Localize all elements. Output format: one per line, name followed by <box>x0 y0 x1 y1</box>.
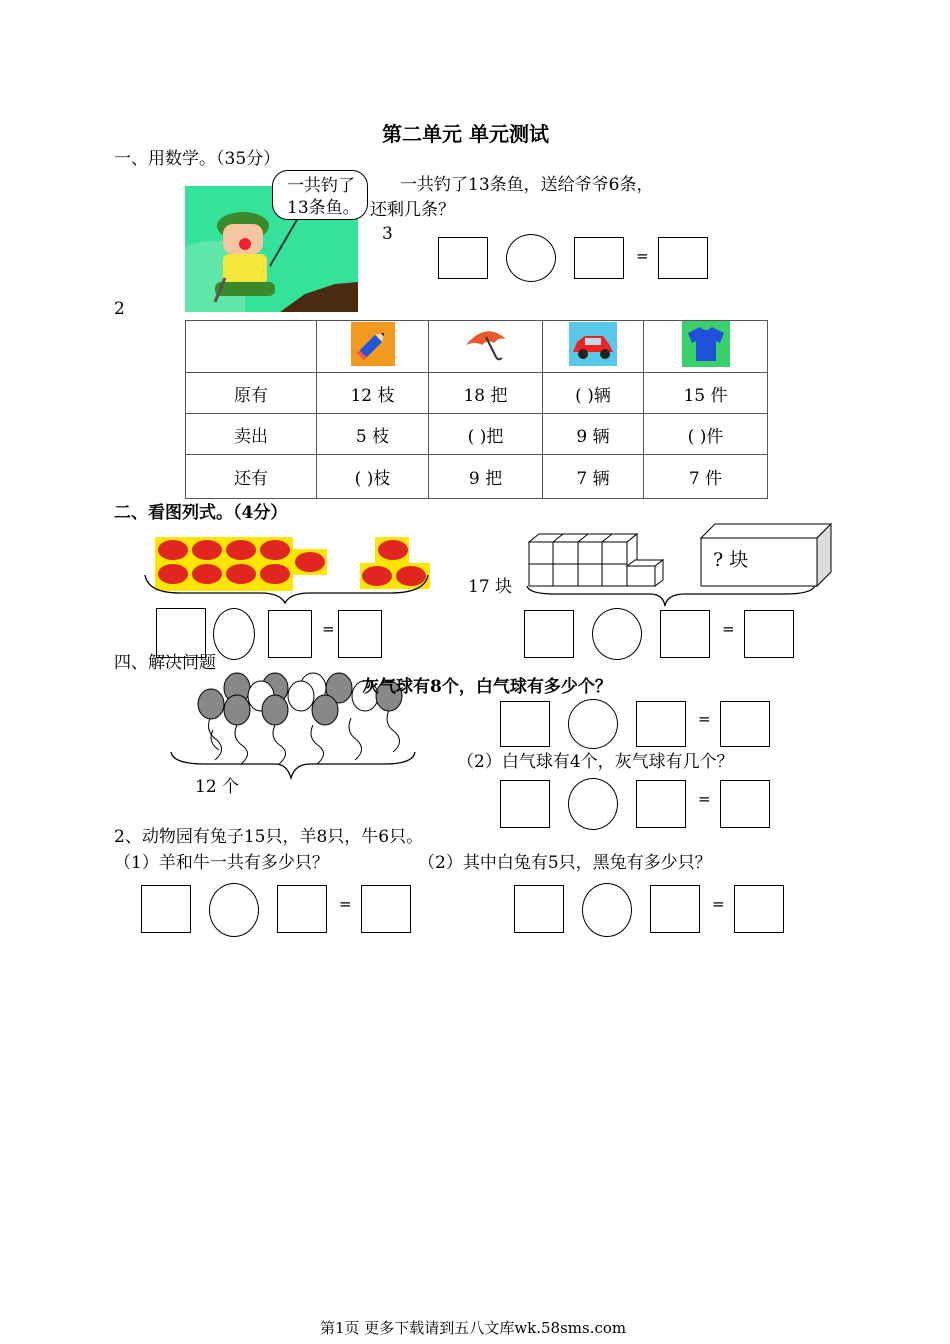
goods-table <box>185 320 768 499</box>
umbrella-icon <box>462 325 510 363</box>
question-1-line-2: 还剩几条？ <box>370 200 455 220</box>
answer-box[interactable] <box>744 610 794 658</box>
blocks-illustration <box>515 522 835 608</box>
section-2-heading: 二、看图列式。（4分） <box>114 503 288 523</box>
blocks-box-label: ? 块 <box>713 549 749 571</box>
table-corner <box>186 321 317 373</box>
answer-box[interactable] <box>636 701 686 747</box>
operator-circle[interactable] <box>213 608 255 660</box>
answer-box[interactable] <box>720 780 770 828</box>
table-cell: 5 枝 <box>317 414 429 455</box>
table-cell: 12 枝 <box>317 373 429 414</box>
equals-sign: = <box>722 620 735 638</box>
table-cell[interactable]: ( )辆 <box>543 373 644 414</box>
equals-sign: = <box>339 895 352 913</box>
answer-box[interactable] <box>338 610 382 658</box>
answer-box[interactable] <box>500 780 550 828</box>
answer-box[interactable] <box>574 237 624 279</box>
answer-box[interactable] <box>720 701 770 747</box>
answer-box[interactable] <box>514 885 564 933</box>
answer-box[interactable] <box>141 885 191 933</box>
answer-box[interactable] <box>658 237 708 279</box>
table-cell: 7 件 <box>644 455 768 499</box>
shirt-icon <box>682 321 730 367</box>
zoo-intro: 2、动物园有兔子15只，羊8只，牛6只。 <box>114 827 424 847</box>
table-cell: 9 把 <box>429 455 543 499</box>
question-1-line-1: 一共钓了13条鱼，送给爷爷6条， <box>400 175 654 195</box>
car-cell <box>543 321 644 373</box>
page-title: 第二单元 单元测试 <box>382 122 549 146</box>
section-4-heading: 四、解决问题 <box>114 653 216 673</box>
table-cell: 9 辆 <box>543 414 644 455</box>
equals-sign: = <box>322 620 335 638</box>
equals-sign: = <box>712 895 725 913</box>
car-icon <box>569 322 617 366</box>
operator-circle[interactable] <box>209 883 259 937</box>
zoo-question-1: （1）羊和牛一共有多少只？ <box>114 853 329 873</box>
balloon-question-1: 灰气球有8个，白气球有多少个？ <box>362 677 612 697</box>
answer-box[interactable] <box>438 237 488 279</box>
answer-box[interactable] <box>156 608 206 658</box>
table-cell: 18 把 <box>429 373 543 414</box>
equals-sign: = <box>698 710 711 728</box>
table-cell: 7 辆 <box>543 455 644 499</box>
answer-box[interactable] <box>500 701 550 747</box>
equals-sign: = <box>636 247 649 265</box>
page-footer: 第1页 更多下载请到五八文库wk.58sms.com <box>320 1319 627 1337</box>
bubble-line-1: 一共钓了 <box>287 176 355 196</box>
bubble-line-2: 13条鱼。 <box>287 198 360 218</box>
table-cell[interactable]: ( )把 <box>429 414 543 455</box>
pencil-cell <box>317 321 429 373</box>
section-1-heading: 一、用数学。（35分） <box>114 149 281 169</box>
answer-box[interactable] <box>650 885 700 933</box>
table-cell[interactable]: ( )件 <box>644 414 768 455</box>
apples-illustration <box>140 535 440 605</box>
umbrella-cell <box>429 321 543 373</box>
answer-box[interactable] <box>268 610 312 658</box>
stray-number: 3 <box>382 224 393 244</box>
operator-circle[interactable] <box>592 608 642 660</box>
operator-circle[interactable] <box>568 778 618 830</box>
answer-box[interactable] <box>361 885 411 933</box>
row-label: 还有 <box>186 455 317 499</box>
shirt-cell <box>644 321 768 373</box>
balloon-question-2: （2）白气球有4个，灰气球有几个？ <box>457 752 734 772</box>
zoo-question-2: （2）其中白兔有5只，黑兔有多少只？ <box>418 853 712 873</box>
equals-sign: = <box>698 790 711 808</box>
row-label: 卖出 <box>186 414 317 455</box>
answer-box[interactable] <box>524 610 574 658</box>
answer-box[interactable] <box>636 780 686 828</box>
table-cell[interactable]: ( )枝 <box>317 455 429 499</box>
operator-circle[interactable] <box>568 699 618 749</box>
answer-box[interactable] <box>734 885 784 933</box>
balloons-total-label: 12 个 <box>195 777 240 797</box>
table-cell: 15 件 <box>644 373 768 414</box>
operator-circle[interactable] <box>582 883 632 937</box>
blocks-total-label: 17 块 <box>468 577 513 597</box>
speech-bubble <box>272 170 368 220</box>
operator-circle[interactable] <box>506 234 556 282</box>
answer-box[interactable] <box>277 885 327 933</box>
pencil-icon <box>351 322 395 366</box>
answer-box[interactable] <box>660 610 710 658</box>
question-2-number: 2 <box>114 299 125 319</box>
row-label: 原有 <box>186 373 317 414</box>
